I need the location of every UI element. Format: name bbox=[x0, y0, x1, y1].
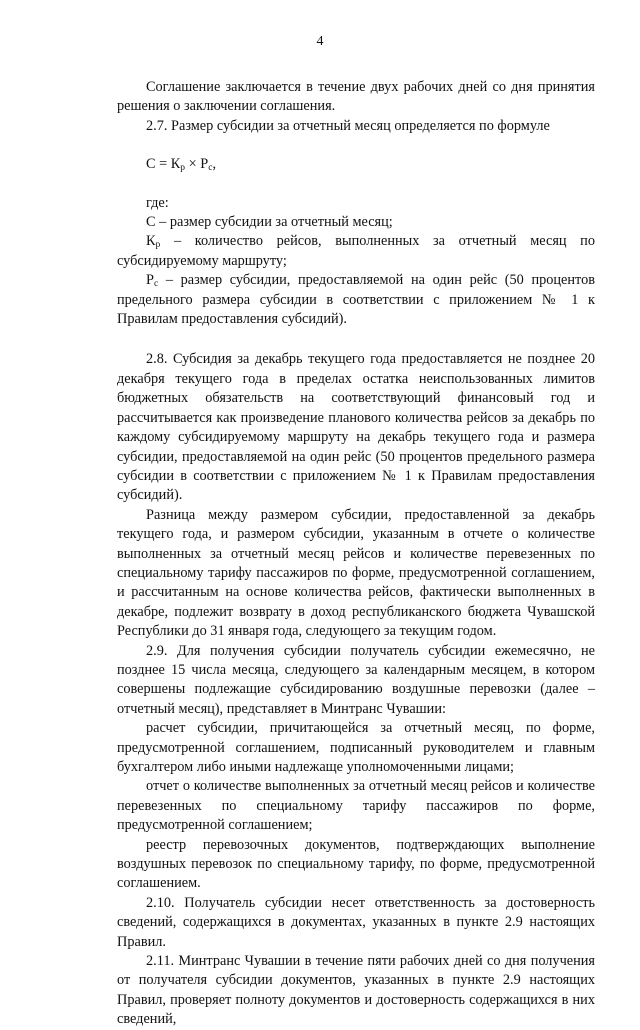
document-body bbox=[117, 78, 595, 1030]
paragraph-2-8: 2.8. Субсидия за декабрь текущего года предоставляется не позднее 20 декабря текущего года в пределах остатка неиспользованных лимитов бюджетных обязательств на соответствующий финансовый год и рассчитывается как произведение планового количества рейсов за декабрь по каждому субсидируемому маршруту на декабрь текущего года и размера субсидии, предоставляемой на один рейс (50 процентов предельного размера субсидии в соответствии с приложением № 1 к Правилам предоставления субсидий). bbox=[117, 351, 595, 504]
paragraph-december-difference: Разница между размером субсидии, предоставленной за декабрь текущего года, и размером субсидии, указанным в отчете о количестве выполненных за отчетный месяц рейсов и количестве перевезенных по специальному тарифу пассажиров по форме, предусмотренной соглашением, и рассчитанным на основе количества рейсов, фактически выполненных в декабре, подлежит возврату в доход республиканского бюджета Чувашской Республики до 31 января года, следующего за текущим годом. bbox=[117, 506, 595, 640]
list-item-registry: реестр перевозочных документов, подтверждающих выполнение воздушных перевозок по специальному тарифу, по форме, предусмотренной соглашением. bbox=[117, 836, 595, 892]
paragraph-2-11: 2.11. Минтранс Чувашии в течение пяти рабочих дней со дня получения от получателя субсидии документов, указанных в пункте 2.9 настоящих Правил, проверяет полноту документов и достоверность содержащихся в них сведений, bbox=[117, 953, 595, 1028]
page-number: 4 bbox=[316, 34, 324, 49]
subsidy-formula: $С = К_р \times Р_с$, bbox=[146, 156, 217, 174]
list-item-calculation: расчет субсидии, причитающейся за отчетный месяц, по форме, предусмотренной соглашением, подписанный руководителем и главным бухгалтером либо иными надлежаще уполномоченными лицами; bbox=[117, 720, 595, 775]
paragraph-where: где: bbox=[146, 194, 169, 211]
definition-kr: $К_р$ – количество рейсов, выполненных за отчетный месяц по субсидируемому маршруту; bbox=[117, 233, 595, 269]
definition-c: С – размер субсидии за отчетный месяц; bbox=[146, 214, 393, 231]
list-item-report: отчет о количестве выполненных за отчетный месяц рейсов и количестве перевезенных по специальному тарифу пассажиров по форме, предусмотренной соглашением; bbox=[117, 778, 595, 834]
paragraph-2-10: 2.10. Получатель субсидии несет ответственность за достоверность сведений, содержащихся в документах, указанных в пункте 2.9 настоящих Правил. bbox=[117, 894, 595, 950]
paragraph-agreement-term: Соглашение заключается в течение двух рабочих дней со дня принятия решения о заключении соглашения. bbox=[117, 79, 595, 115]
paragraph-2-7: 2.7. Размер субсидии за отчетный месяц определяется по формуле bbox=[146, 117, 550, 134]
paragraph-2-9: 2.9. Для получения субсидии получатель субсидии ежемесячно, не позднее 15 числа месяца, следующего за календарным месяцем, в котором совершены подлежащие субсидированию воздушные перевозки (далее – отчетный месяц), представляет в Минтранс Чувашии: bbox=[117, 642, 595, 717]
definition-pc: $Р_с$ – размер субсидии, предоставляемой на один рейс (50 процентов предельного размера субсидии в соответствии с приложением № 1 к Правилам предоставления субсидий). bbox=[117, 272, 595, 328]
